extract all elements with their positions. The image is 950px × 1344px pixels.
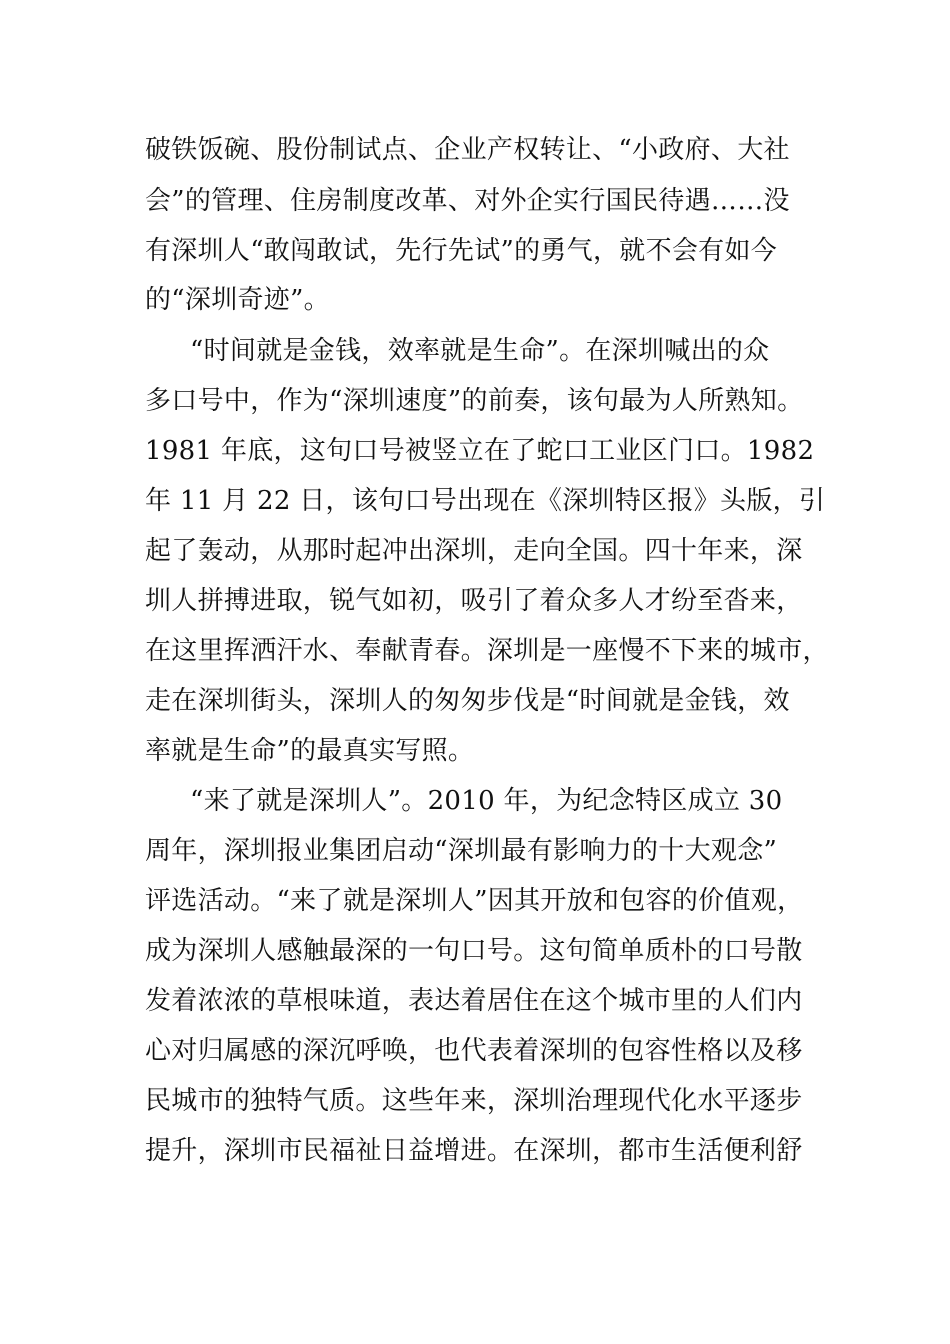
text-line: 起了轰动，从那时起冲出深圳，走向全国。四十年来，深 xyxy=(145,536,803,566)
text-line: 的“深圳奇迹”。 xyxy=(145,285,330,315)
text-line: 有深圳人“敢闯敢试，先行先试”的勇气，就不会有如今 xyxy=(145,236,778,266)
paragraph-first-line: “来了就是深圳人”。2010 年，为纪念特区成立 30 xyxy=(190,786,783,816)
text-line: 走在深圳街头，深圳人的匆匆步伐是“时间就是金钱，效 xyxy=(145,686,790,716)
text-line: 在这里挥洒汗水、奉献青春。深圳是一座慢不下来的城市， xyxy=(145,636,829,666)
text-line: 年 11 月 22 日，该句口号出现在《深圳特区报》头版，引 xyxy=(145,486,826,516)
text-line: 民城市的独特气质。这些年来，深圳治理现代化水平逐步 xyxy=(145,1086,803,1116)
text-line: 会”的管理、住房制度改革、对外企实行国民待遇……没 xyxy=(145,186,790,216)
text-line: 周年，深圳报业集团启动“深圳最有影响力的十大观念” xyxy=(145,836,778,866)
text-line: 成为深圳人感触最深的一句口号。这句简单质朴的口号散 xyxy=(145,936,803,966)
text-line: 提升，深圳市民福祉日益增进。在深圳，都市生活便利舒 xyxy=(145,1136,803,1166)
text-line: 1981 年底，这句口号被竖立在了蛇口工业区门口。1982 xyxy=(145,436,815,466)
paragraph-first-line: “时间就是金钱，效率就是生命”。在深圳喊出的众 xyxy=(190,336,770,366)
text-line: 发着浓浓的草根味道，表达着居住在这个城市里的人们内 xyxy=(145,986,803,1016)
text-line: 多口号中，作为“深圳速度”的前奏，该句最为人所熟知。 xyxy=(145,386,804,416)
text-line: 圳人拼搏进取，锐气如初，吸引了着众多人才纷至沓来， xyxy=(145,586,803,616)
text-line: 率就是生命”的最真实写照。 xyxy=(145,736,475,766)
text-line: 评选活动。“来了就是深圳人”因其开放和包容的价值观， xyxy=(145,886,804,916)
text-line: 心对归属感的深沉呼唤，也代表着深圳的包容性格以及移 xyxy=(145,1036,803,1066)
text-line: 破铁饭碗、股份制试点、企业产权转让、“小政府、大社 xyxy=(145,135,790,165)
